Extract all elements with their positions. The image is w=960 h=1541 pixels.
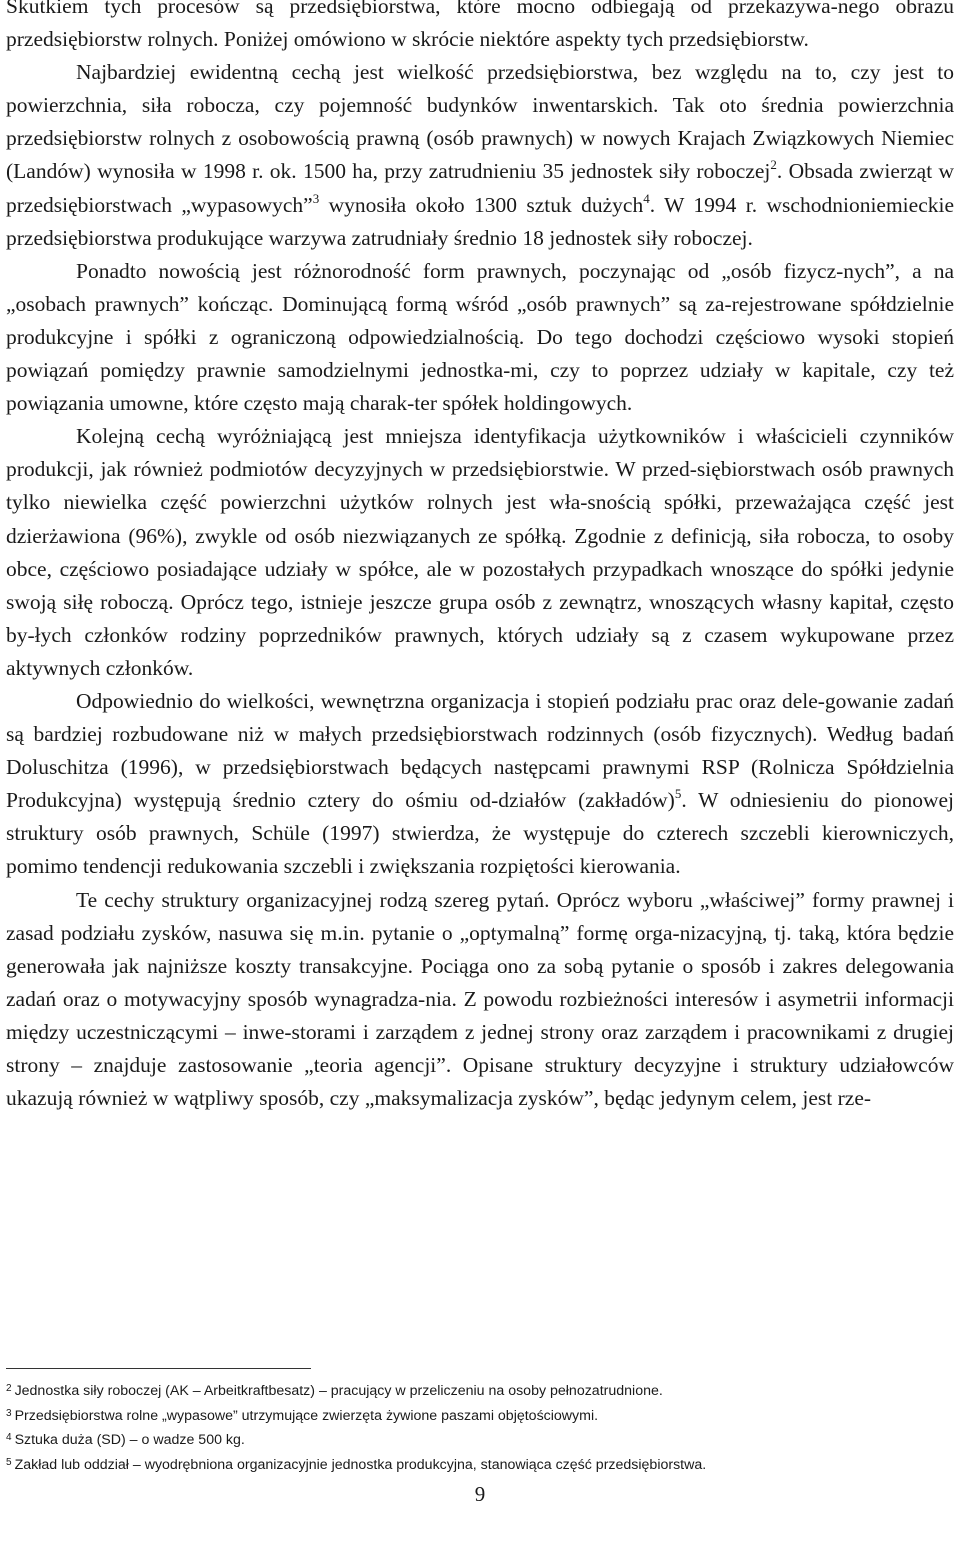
paragraph-1 (6, 0, 954, 56)
document-page (6, 0, 955, 1473)
paragraph-3-text: Ponadto nowością jest różnorodność form prawnych, poczynając od „osób fizycz-nych”, a na „osobach prawnych” kończąc. Dominującą formą wśród „osób prawnych” są za-rejestrowane spółdzielnie produkcyjne i spółki z ograniczoną odpowiedzialnością. Do tego dochodzi częściowo wysoki stopień powiązań pomiędzy prawnie samodzielnymi jednostka-mi, czy to poprzez udziały w kapitale, czy też powiązania umowne, które często mają charak-ter spółek holdingowych. (6, 258, 954, 416)
footnote-mark: 4 (6, 1432, 12, 1444)
footnote-ref-4[interactable]: 4 (643, 190, 650, 206)
paragraph-5 (6, 685, 954, 884)
paragraph-5-text-b: . W odniesieniu do pionowej struktury osób prawnych, Schüle (1997) stwierdza, że występuje do czterech szczebli kierowniczych, pomimo tendencji redukowania szczebli i zwiększania rozpiętości kierowania. (6, 788, 955, 879)
footnote-item (6, 1403, 954, 1428)
paragraph-6-text: Te cechy struktury organizacyjnej rodzą szereg pytań. Oprócz wyboru „właściwej” formy prawnej i zasad podziału zysków, nasuwa się m.in. pytanie o „optymalną” formę orga-nizacyjną, tj. taką, która będzie generowała jak najniższe koszty transakcyjne. Pociąga ono za sobą pytanie o sposób i zakres delegowania zadań oraz o motywacyjny sposób wynagradza-nia. Z powodu rozbieżności interesów i asymetrii informacji między uczestniczącymi – inwe-storami i zarządem z jednej strony oraz zarządem i pracownikami z drugiej strony – znajduje zastosowanie „teoria agencji”. Opisane struktury decyzyjne i struktury udziałowców ukazują również w wątpliwy sposób, czy „maksymalizacja zysków”, będąc jedynym celem, jest rze- (6, 887, 954, 1111)
footnote-text: Zakład lub oddział – wyodrębniona organizacyjnie jednostka produkcyjna, stanowiąca część przedsiębiorstwa. (14, 1456, 707, 1473)
footnote-mark: 2 (6, 1383, 12, 1394)
paragraph-2-text-c: wynosiła około 1300 sztuk dużych (319, 192, 644, 217)
footnote-ref-5[interactable]: 5 (674, 786, 682, 802)
footnote-item (6, 1452, 954, 1477)
paragraph-4-text: Kolejną cechą wyróżniającą jest mniejsza identyfikacja użytkowników i właścicieli czynników produkcji, jak również podmiotów decyzyjnych w przedsiębiorstwie. W przed-siębiorstwach osób prawnych tylko niewielka część powierzchni użytków rolnych jest wła-snością spółki, przeważająca część jest dzierżawiona (96%), zwykle od osób niezwiązanych ze spółką. Zgodnie z definicją, siła robocza, to osoby obce, częściowo posiadające udziały w spółce, ale w pozostałych przypadkach wnoszące do spółki jedynie swoją siłę roboczą. Oprócz tego, istnieje jeszcze grupa osób z zewnątrz, wnoszących własny kapitał, często by-łych członków rodziny poprzedników prawnych, których udziały są z czasem wykupowane przez aktywnych członków. (6, 424, 954, 680)
footnote-text: Sztuka duża (SD) – o wadze 500 kg. (14, 1432, 245, 1449)
footnote-mark: 3 (6, 1407, 12, 1419)
footnotes (6, 1378, 954, 1476)
paragraph-2-text-d: . W 1994 r. wschodnioniemieckie przedsiębiorstwa produkujące warzywa zatrudniały średnio 18 jednostek siły roboczej. (6, 192, 955, 250)
paragraph-5-text-a: Odpowiednio do wielkości, wewnętrzna organizacja i stopień podziału prac oraz dele-gowanie zadań są bardziej rozbudowane niż w małych przedsiębiorstwach rodzinnych (osób fizycznych). Według badań Doluschitza (1996), w przedsiębiorstwach będących następcami prawnymi RSP (Rolnicza Spółdzielnia Produkcyjna) występują średnio cztery do ośmiu od-działów (zakładów) (6, 688, 954, 813)
footnote-text: Przedsiębiorstwa rolne „wypasowe” utrzymujące zwierzęta żywione paszami objętościowymi. (14, 1407, 599, 1424)
footnote-ref-3[interactable]: 3 (312, 190, 320, 206)
footnote-divider (6, 1368, 311, 1369)
paragraph-4 (6, 420, 954, 685)
page-number: 9 (474, 1482, 486, 1506)
footnote-item (6, 1427, 954, 1452)
paragraph-3 (6, 255, 954, 420)
footnote-ref-2[interactable]: 2 (770, 157, 777, 173)
footnote-item (6, 1378, 954, 1403)
paragraph-2-text-a: Najbardziej ewidentną cechą jest wielkość przedsiębiorstwa, bez względu na to, czy jest to powierzchnia, siła robocza, czy pojemność budynków inwentarskich. Tak oto średnia powierzchnia przedsiębiorstw rolnych z osobowością prawną (osób prawnych) w nowych Krajach Związkowych Niemiec (Landów) wynosiła w 1998 r. ok. 1500 ha, przy zatrudnieniu 35 jednostek siły roboczej (6, 60, 954, 184)
paragraph-2 (6, 56, 954, 255)
paragraph-2-text-b: . Obsada zwierząt w przedsiębiorstwach „wypasowych” (6, 159, 954, 217)
footnote-text: Jednostka siły roboczej (AK – Arbeitkraftbesatz) – pracujący w przeliczeniu na osoby pełnozatrudnione. (14, 1383, 663, 1399)
footnote-mark: 5 (6, 1456, 12, 1468)
paragraph-6 (6, 884, 954, 1116)
paragraph-1-text: Skutkiem tych procesów są przedsiębiorstwa, które mocno odbiegają od przekazywa-nego obrazu przedsiębiorstw rolnych. Poniżej omówiono w skrócie niektóre aspekty tych przedsiębiorstw. (6, 0, 954, 52)
